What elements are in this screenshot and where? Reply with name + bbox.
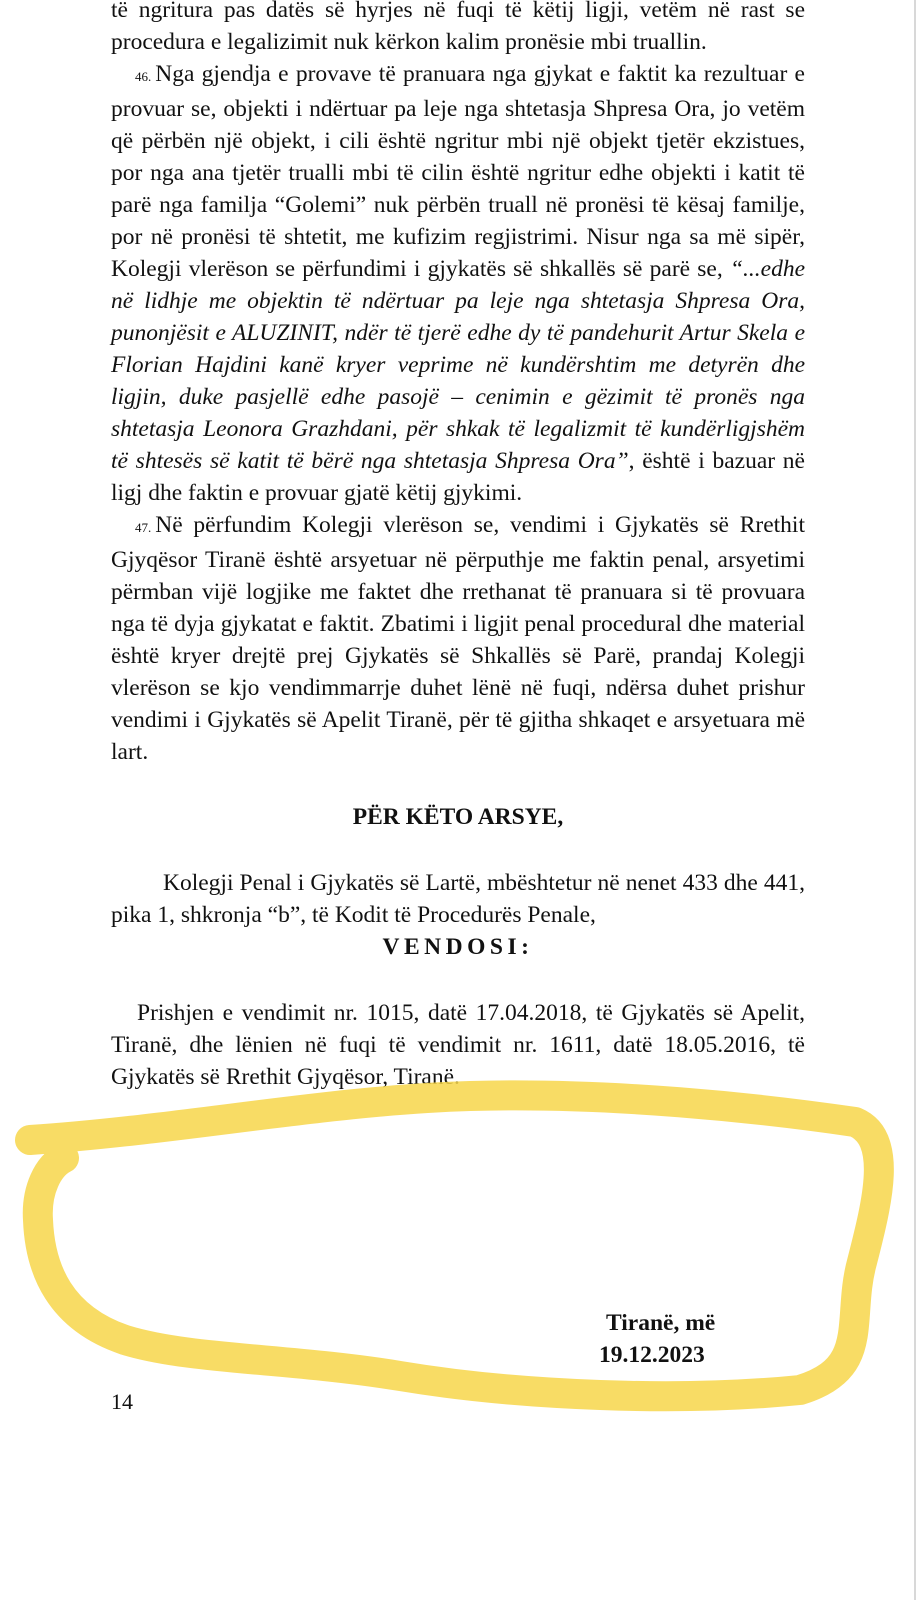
- paragraph-47-text: Në përfundim Kolegji vlerëson se, vendimi i Gjykatës së Rrethit Gjyqësor Tiranë është arsyetuar në përputhje me faktin penal, arsyetimi përmban vijë logjike me faktet dhe rrethanat të pranuara si të provuara nga të dyja gjykatat e faktit. Zbatimi i ligjit penal procedural dhe material është kryer drejtë prej Gjykatës së Shkallës së Parë, prandaj Kolegji vlerëson se kjo vendimmarrje duhet lënë në fuqi, ndërsa duhet prishur vendimi i Gjykatës së Apelit Tiranë, për të gjitha shkaqet e arsyetuara më lart.: [111, 512, 805, 765]
- section-heading-decides: VENDOSI:: [382, 934, 534, 960]
- paragraph-47-number: 47.: [135, 520, 152, 535]
- paragraph-46-number: 46.: [135, 69, 152, 84]
- paragraph-46-text: Nga gjendja e provave të pranuara nga gjykat e faktit ka rezultuar e provuar se, objekti i ndërtuar pa leje nga shtetasja Shpresa Ora, jo vetëm që përbën një objekt, i cili është ngritur mbi një objekt tjetër ekzistues, por nga ana tjetër trualli mbi të cilin është ngritur edhe objekti i katit të parë nga familja “Golemi” nuk përbën truall në pronësi të kësaj familje, por në pronësi të shtetit, me kufizim regjistrimi. Nisur nga sa më sipër, Kolegji vlerëson se përfundimi i gjykatës së shkallës së parë se,: [111, 61, 805, 282]
- signoff-place: Tiranë, më: [606, 1310, 716, 1336]
- paragraph-46: [111, 58, 805, 509]
- intro-paragraph: Kolegji Penal i Gjykatës së Lartë, mbështetur në nenet 433 dhe 441, pika 1, shkronja “b”, të Kodit të Procedurës Penale,: [111, 870, 805, 928]
- paragraph-46-quote: “...edhe në lidhje me objektin të ndërtuar pa leje nga shtetasja Shpresa Ora, punonjësit e ALUZINIT, ndër të tjerë edhe dy të pandehurit Artur Skela e Florian Hajdini kanë kryer veprime në kundërshtim me detyrën dhe ligjin, duke pasjellë edhe pasojë – cenimin e gëzimit të pronës nga shtetasja Leonora Grazhdani, për shkak të legalizmit të kundërligjshëm të shtesës së katit të bërë nga shtetasja Shpresa Ora”: [111, 256, 805, 474]
- document-body: [111, 0, 805, 1093]
- paragraph-46-text-end: , është i bazuar në ligj dhe faktin e provuar gjatë këtij gjykimi.: [111, 448, 805, 506]
- highlight-stroke: [30, 1095, 879, 1396]
- paragraph-45-tail: të ngritura pas datës së hyrjes në fuqi të këtij ligji, vetëm në rast se procedura e legalizimit nuk kërkon kalim pronësie mbi truallin.: [111, 0, 805, 55]
- decision-paragraph: Prishjen e vendimit nr. 1015, datë 17.04.2018, të Gjykatës së Apelit, Tiranë, dhe lënien në fuqi të vendimit nr. 1611, datë 18.05.2016, të Gjykatës së Rrethit Gjyqësor, Tiranë.: [111, 1000, 805, 1090]
- page-number: 14: [111, 1389, 133, 1414]
- section-heading-reasons: PËR KËTO ARSYE,: [352, 804, 564, 830]
- paragraph-47: [111, 509, 805, 768]
- signoff-date: 19.12.2023: [599, 1342, 705, 1368]
